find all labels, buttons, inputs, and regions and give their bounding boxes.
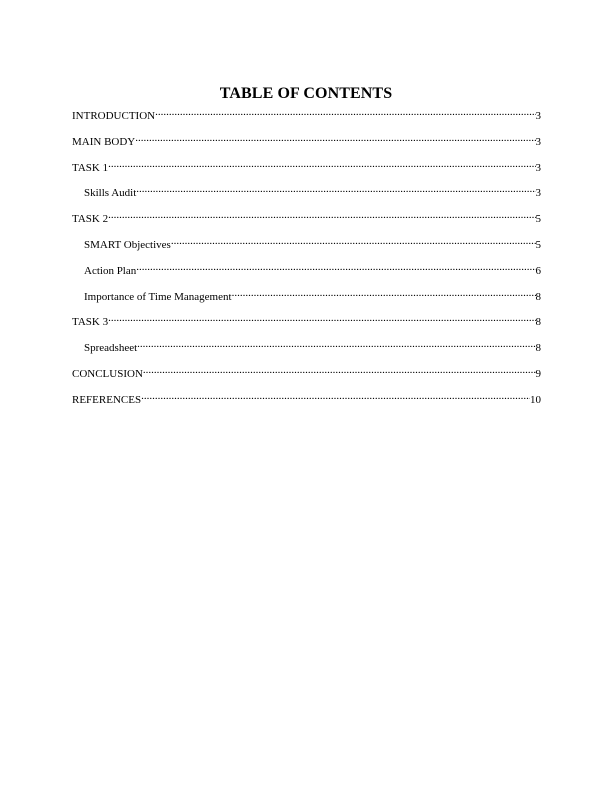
toc-dot-leader xyxy=(108,311,535,325)
toc-entry-conclusion[interactable] xyxy=(72,362,541,388)
toc-entry-label: TASK 3 xyxy=(72,316,109,329)
toc-dot-leader xyxy=(137,337,535,351)
toc-dot-leader xyxy=(141,389,530,403)
toc-title: TABLE OF CONTENTS xyxy=(219,85,393,102)
toc-entry-page: 3 xyxy=(535,110,541,122)
toc-entry-references[interactable] xyxy=(72,388,541,414)
toc-entry-label: TASK 1 xyxy=(72,161,109,174)
toc-dot-leader xyxy=(171,234,536,248)
toc-entry-label: Importance of Time Management xyxy=(84,290,232,303)
toc-list xyxy=(72,104,541,414)
toc-dot-leader xyxy=(143,363,536,377)
toc-entry-page: 3 xyxy=(535,161,541,174)
toc-entry-label: TASK 2 xyxy=(72,213,109,226)
toc-entry-action-plan[interactable] xyxy=(72,259,541,285)
toc-entry-smart-objectives[interactable] xyxy=(72,233,541,259)
toc-entry-label: CONCLUSION xyxy=(72,367,143,380)
toc-dot-leader xyxy=(136,182,535,196)
toc-entry-page: 8 xyxy=(535,316,541,329)
toc-entry-introduction[interactable] xyxy=(72,104,541,130)
toc-entry-task-3[interactable] xyxy=(72,310,541,336)
toc-entry-page: 6 xyxy=(535,264,541,277)
toc-entry-spreadsheet[interactable] xyxy=(72,336,541,362)
toc-entry-label: INTRODUCTION xyxy=(72,110,156,122)
toc-entry-label: REFERENCES xyxy=(72,393,142,406)
toc-dot-leader xyxy=(108,208,535,222)
toc-entry-main-body[interactable] xyxy=(72,130,541,156)
toc-entry-label: Spreadsheet xyxy=(84,342,138,355)
toc-entry-skills-audit[interactable] xyxy=(72,181,541,207)
toc-dot-leader xyxy=(232,286,536,300)
toc-entry-page: 5 xyxy=(535,213,541,226)
toc-dot-leader xyxy=(155,105,535,119)
toc-entry-page: 10 xyxy=(530,393,541,406)
toc-entry-page: 3 xyxy=(535,187,541,200)
toc-entry-page: 8 xyxy=(535,342,541,355)
toc-entry-task-1[interactable] xyxy=(72,156,541,182)
toc-dot-leader xyxy=(135,131,535,145)
toc-entry-label: Skills Audit xyxy=(84,187,137,200)
toc-entry-page: 3 xyxy=(535,135,541,148)
toc-entry-label: Action Plan xyxy=(84,264,137,277)
toc-entry-page: 8 xyxy=(535,290,541,303)
toc-entry-label: SMART Objectives xyxy=(84,238,171,251)
toc-entry-importance-of-time-management[interactable] xyxy=(72,285,541,311)
toc-dot-leader xyxy=(136,260,535,274)
toc-dot-leader xyxy=(108,157,535,171)
toc-entry-task-2[interactable] xyxy=(72,207,541,233)
toc-entry-label: MAIN BODY xyxy=(72,135,136,148)
toc-entry-page: 5 xyxy=(535,238,541,251)
toc-entry-page: 9 xyxy=(535,367,541,380)
